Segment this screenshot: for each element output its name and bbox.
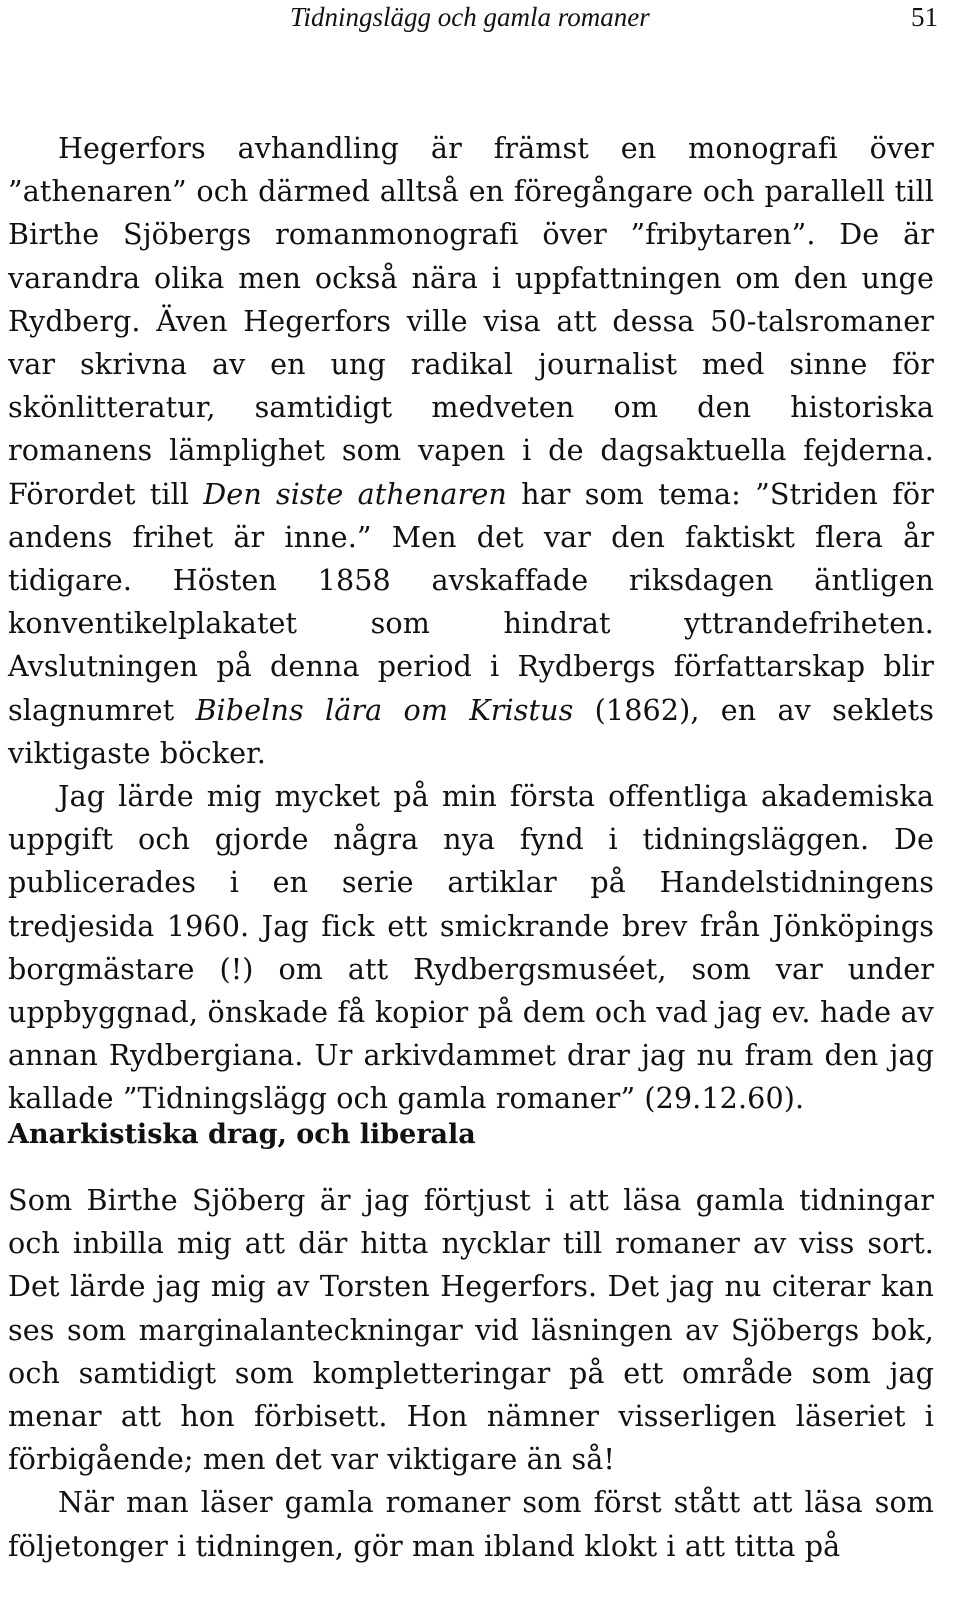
paragraph-text: Hegerfors avhandling är främst en monografi över ”athenaren” och därmed alltså en föregångare och parallell till Birthe Sjöbergs romanmonografi över ”fribytaren”. De är varandra olika men också nära i uppfattningen om den unge Rydberg. Även Hegerfors ville visa att dessa 50-talsromaner var skrivna av en ung radikal journalist med sinne för skönlitteratur, samtidigt medveten om den historiska romanens lämplighet som vapen i de dagsaktuella fejderna. Förordet till — [8, 131, 934, 511]
running-header — [0, 0, 960, 36]
paragraph: Jag lärde mig mycket på min första offentliga akademiska uppgift och gjorde några nya fynd i tidningsläggen. De publicerades i en serie artiklar på Handelstidningens tredjesida 1960. Jag fick ett smickrande brev från Jönköpings borgmästare (!) om att Rydbergsmuséet, som var under uppbyggnad, önskade få kopior på dem och vad jag ev. hade av annan Rydbergiana. Ur arkivdammet drar jag nu fram den jag kallade ”Tidningslägg och gamla romaner” (29.12.60). — [8, 779, 934, 1116]
section-heading: Anarkistiska drag, och liberala — [8, 1119, 476, 1150]
book-title: Den siste athenaren — [203, 476, 507, 511]
paragraph: När man läser gamla romaner som först stått att läsa som följetonger i tidningen, gör man ibland klokt i att titta på — [8, 1485, 934, 1563]
running-title: Tidningslägg och gamla romaner — [290, 2, 650, 32]
page-number: 51 — [911, 2, 938, 32]
paragraph: Som Birthe Sjöberg är jag förtjust i att läsa gamla tidningar och inbilla mig att där hitta nycklar till romaner av viss sort. Det lärde jag mig av Torsten Hegerfors. Det jag nu citerar kan ses som marginalanteckningar vid läsningen av Sjöbergs bok, och samtidigt som kompletteringar på ett område som jag menar att hon förbisett. Hon nämner visserligen läseriet i förbigående; men det var viktigare än så! — [8, 1183, 934, 1477]
paragraph-text: (1862), en av seklets viktigaste böcker. — [8, 692, 935, 770]
body-section-1 — [8, 127, 934, 1121]
paragraph-text: har som tema: ”Striden för andens frihet är inne.” Men det var den faktiskt flera år tidigare. Hösten 1858 avskaffade riksdagen äntligen konventikelplakatet som hindrat yttrandefriheten. Avslutningen på denna period i Rydbergs författarskap blir slagnumret — [8, 476, 935, 727]
body-section-2 — [8, 1179, 934, 1568]
paragraph — [8, 127, 934, 775]
book-title: Bibelns lära om Kristus — [195, 692, 574, 727]
